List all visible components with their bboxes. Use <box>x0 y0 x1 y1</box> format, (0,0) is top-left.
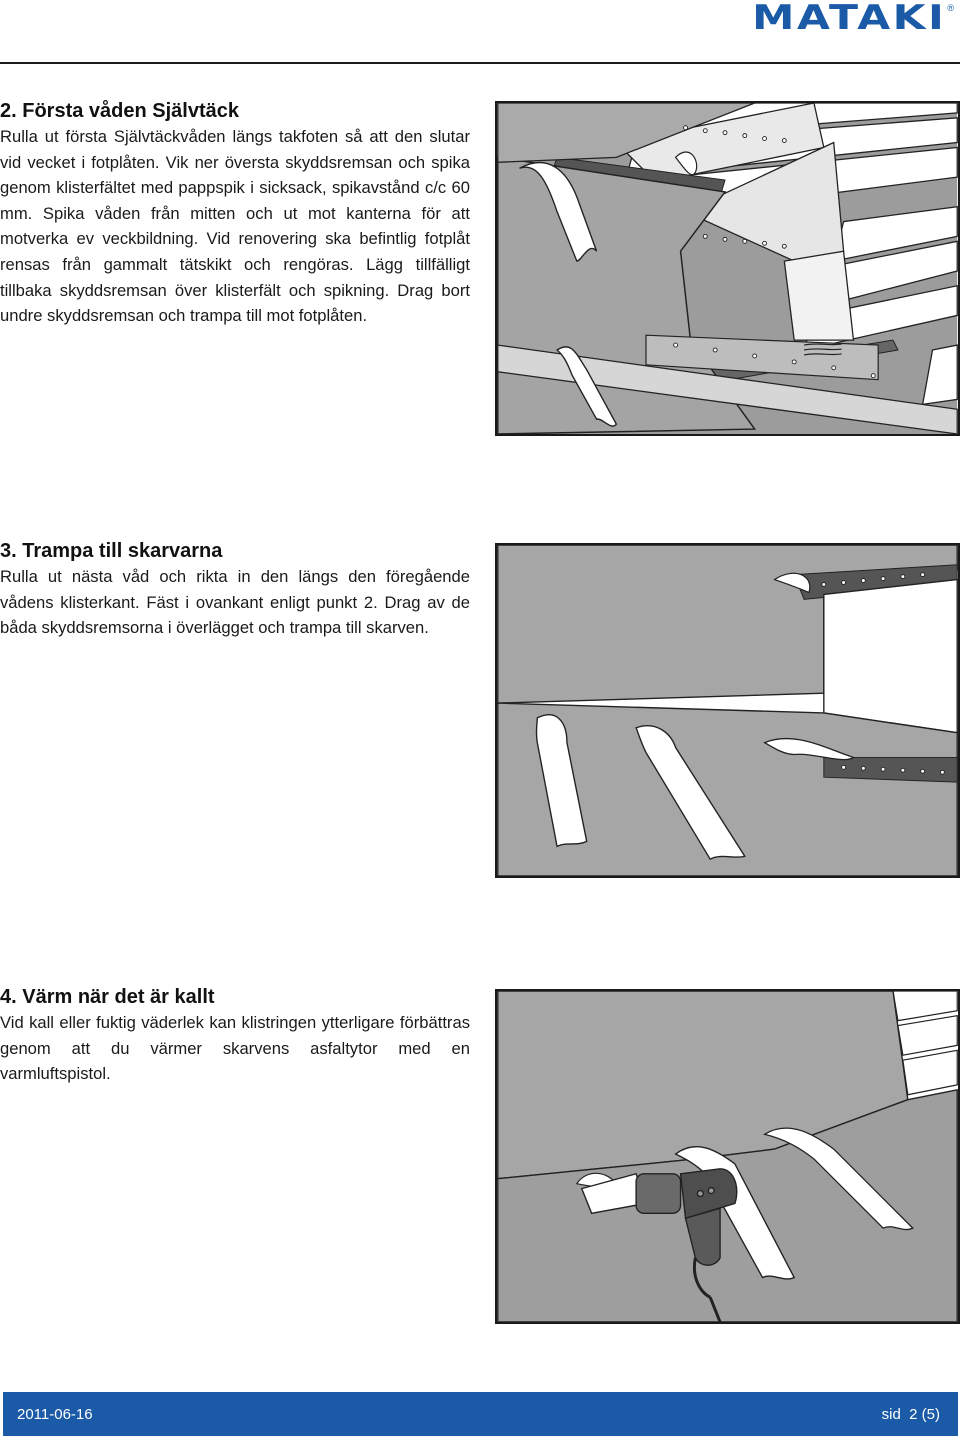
footer-page-value: 2 (5) <box>909 1405 940 1423</box>
step-4-illustration <box>495 989 960 1324</box>
step-2-illustration <box>495 101 960 436</box>
footer-date: 2011-06-16 <box>17 1405 93 1423</box>
mataki-logo <box>752 0 954 38</box>
step-4-section <box>0 984 470 1087</box>
step-3-illustration <box>495 543 960 878</box>
step-3-body: Rulla ut nästa våd och rikta in den längs den föregående vådens klisterkant. Fäst i ovankant enligt punkt 2. Drag av de båda skyddsremsorna i överlägget och trampa till skarven. <box>0 567 470 638</box>
step-2-section <box>0 98 470 329</box>
step-3-heading: 3. Trampa till skarvarna <box>0 540 223 562</box>
step-4-body: Vid kall eller fuktig väderlek kan klistringen ytterligare förbättras genom att du värmer skarvens asfaltytor med en varmluftspistol. <box>0 1013 470 1084</box>
logo-wordmark: MATAKI <box>752 0 947 38</box>
step-3-section <box>0 538 470 641</box>
registered-mark: ® <box>947 3 954 13</box>
header-divider <box>0 62 960 64</box>
step-4-heading: 4. Värm när det är kallt <box>0 986 215 1008</box>
page-footer <box>3 1392 958 1436</box>
step-2-body: Rulla ut första Självtäckvåden längs takfoten så att den slutar vid vecket i fotplåten. Vik ner översta skyddsremsan och spika genom klisterfältet med pappspik i sicksack, spikavstånd c/c 60 mm. Spika våden från mitten och ut mot kanterna för att motverka ev veckbildning. Vid renovering ska befintlig fotplåt rensas från gammalt tätskikt och rengöras. Lägg tillfälligt tillbaka skyddsremsan över klisterfält och spikning. Drag bort undre skyddsremsan och trampa till mot fotplåten. <box>0 127 470 326</box>
footer-page-number <box>882 1406 940 1423</box>
footer-page-label: sid <box>881 1405 901 1423</box>
step-2-heading: 2. Första våden Självtäck <box>0 100 240 122</box>
